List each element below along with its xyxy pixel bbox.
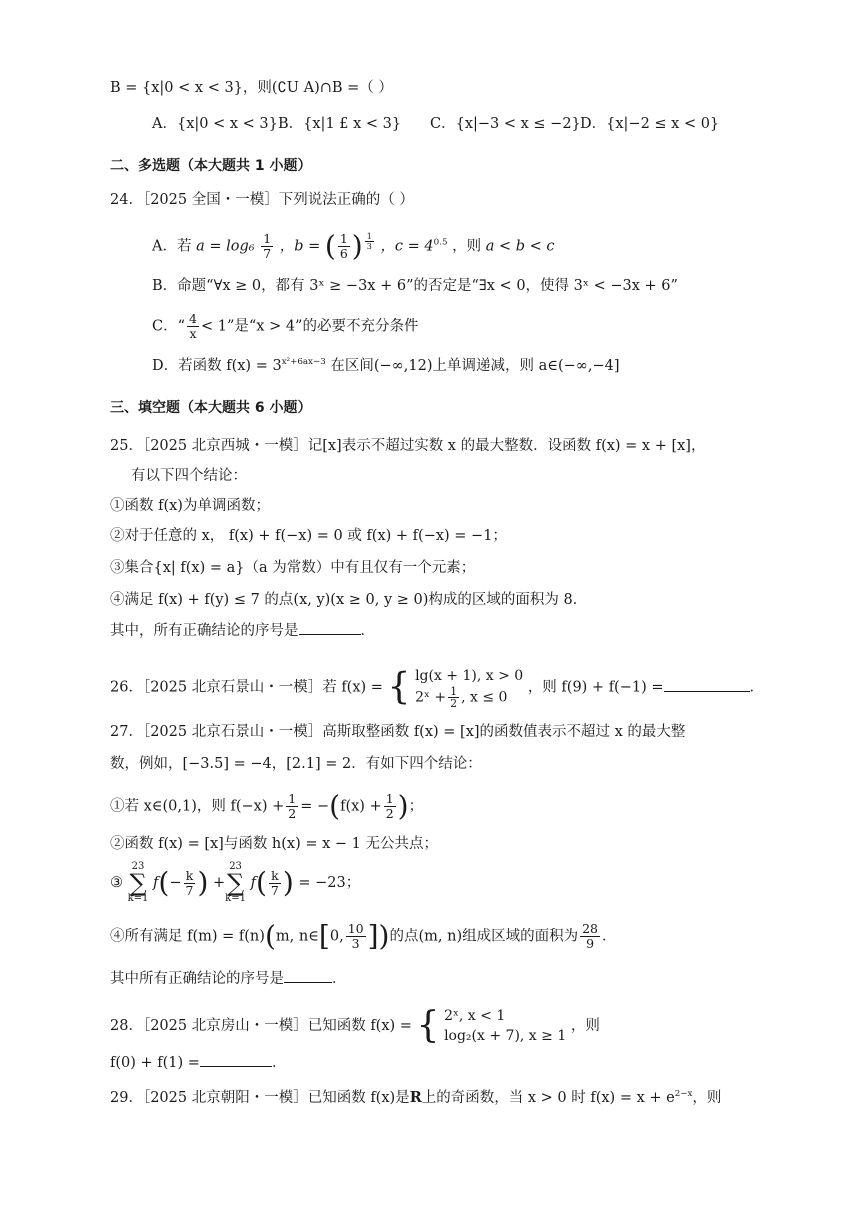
denominator: 3 xyxy=(351,936,360,951)
q25-ask xyxy=(110,620,375,641)
denominator: 2 xyxy=(385,806,394,821)
period: ． xyxy=(749,679,765,696)
paren-open: ( xyxy=(324,229,336,263)
q26-prefix: 26．［2025 北京石景山・一模］若 f(x) = xyxy=(110,679,383,696)
reals-symbol: R xyxy=(409,1088,422,1106)
fraction-k-7 xyxy=(269,869,281,898)
answer-blank[interactable] xyxy=(284,968,332,983)
paren-open: ( xyxy=(255,866,267,899)
numerator: 1 xyxy=(263,231,272,246)
summation-2 xyxy=(225,862,246,904)
q24-d-prefix: D．若函数 f(x) = 3 xyxy=(152,357,282,374)
summation-1 xyxy=(128,862,149,904)
numerator: 4 xyxy=(189,311,197,326)
q24-option-d xyxy=(152,352,620,376)
q24-a-expr-b: ，b = xyxy=(279,238,321,255)
denominator: 7 xyxy=(263,246,272,261)
piece-1: 2ˣ, x < 1 xyxy=(444,1008,506,1024)
fraction-28-9 xyxy=(580,922,600,951)
q26-post: ，则 f(9) + f(−1) = xyxy=(527,679,664,696)
bracket-open: [ xyxy=(318,919,330,953)
q27-conclusion-2: ②函数 f(x) = [x]与函数 h(x) = x − 1 无公共点； xyxy=(110,836,439,852)
piece-2 xyxy=(415,686,523,709)
q24-a-expr-c: ，c = 4 xyxy=(380,238,434,255)
numerator: 1 xyxy=(339,231,348,246)
fraction-1-2 xyxy=(286,792,298,821)
q24-a-prefix: A．若 xyxy=(152,238,192,255)
sigma-icon: ∑ xyxy=(226,869,245,897)
q27-conclusion-1 xyxy=(110,789,424,823)
numerator: 1 xyxy=(385,791,394,806)
c1-inner: f(x) + xyxy=(340,798,382,815)
q29-mid: 上的奇函数，当 x > 0 时 f(x) = x + e xyxy=(421,1089,675,1106)
q28 xyxy=(110,1006,600,1046)
sum-upper: 23 xyxy=(229,861,242,872)
period: ． xyxy=(271,1055,287,1071)
q27-ask-text: 其中所有正确结论的序号是 xyxy=(110,971,284,987)
piece-2-a: 2ˣ + xyxy=(415,689,447,706)
fraction-1-2 xyxy=(384,792,396,821)
denominator: 7 xyxy=(270,882,279,898)
exponent: 0.5 xyxy=(433,237,448,248)
paren-close: ) xyxy=(282,866,294,899)
q24-option-a xyxy=(152,229,555,263)
denominator: 3 xyxy=(366,242,372,251)
q27-conclusion-4 xyxy=(110,919,617,953)
piece-2: log₂(x + 7), x ≥ 1 xyxy=(444,1028,567,1044)
q23-option-c: C．{x|−3 < x ≤ −2} xyxy=(430,116,581,132)
fraction-1-2 xyxy=(448,686,459,709)
answer-blank[interactable] xyxy=(299,620,361,635)
q29 xyxy=(110,1084,721,1108)
q25-conclusion-1: ①函数 f(x)为单调函数； xyxy=(110,498,270,514)
q27-conclusion-3: ③ 23 ∑ k=1 f(− $\frac{k}{7}$ ) +23 ∑ k=1 f( $\frac{k}{7}$ ) = −23； xyxy=(110,861,361,904)
q24-a-expr-a: a = log₆ xyxy=(196,238,255,255)
q24-c-text: < 1”是“x > 4”的必要不充分条件 xyxy=(200,318,419,335)
paren-close: ) xyxy=(197,866,209,899)
q23-stem: B = {x|0 < x < 3}，则(∁U A)∩B =（ ） xyxy=(110,80,393,96)
q25-line1: 25．［2025 北京西城・一模］记[x]表示不超过实数 x 的最大整数．设函数 f(x) = x + [x]， xyxy=(110,438,706,454)
answer-blank[interactable] xyxy=(200,1052,272,1067)
q24-c-prefix: C．“ xyxy=(152,318,186,335)
q27-ask xyxy=(110,968,347,989)
piece-2-b: , x ≤ 0 xyxy=(461,689,508,706)
fraction-10-3 xyxy=(346,922,366,951)
c1-end: ； xyxy=(408,798,424,815)
c4-mid: m, n∈ xyxy=(275,928,319,945)
fraction-1-7 xyxy=(261,232,273,261)
c4-interval: 0, xyxy=(329,928,344,945)
q27-line2: 数，例如，[−3.5] = −4，[2.1] = 2．有如下四个结论： xyxy=(110,756,482,772)
section-title-fill-in: 三、填空题（本大题共 6 小题） xyxy=(110,400,312,416)
denominator: 9 xyxy=(586,936,595,951)
numerator: k xyxy=(184,869,196,884)
exponent: 2−x xyxy=(674,1089,693,1099)
c3-end: = −23； xyxy=(298,875,361,891)
period: ． xyxy=(332,971,347,987)
q23-option-d: D．{x|−2 ≤ x < 0} xyxy=(580,116,720,132)
piece-1: lg(x + 1), x > 0 xyxy=(415,668,524,684)
q28-expr: f(0) + f(1) = xyxy=(110,1055,200,1071)
c4-end: ． xyxy=(602,928,617,945)
sum-lower: k=1 xyxy=(127,893,149,904)
c3-prefix: ③ xyxy=(110,875,123,891)
piecewise-function xyxy=(415,666,523,709)
numerator: 28 xyxy=(582,921,599,936)
c4-prefix: ④所有满足 f(m) = f(n) xyxy=(110,928,265,945)
q29-prefix: 29．［2025 北京朝阳・一模］已知函数 f(x)是 xyxy=(110,1089,410,1106)
sigma-icon: ∑ xyxy=(129,869,147,897)
q28-prefix: 28．［2025 北京房山・一模］已知函数 f(x) = xyxy=(110,1018,412,1034)
exponent-fraction-1-3 xyxy=(365,232,374,251)
paren-close: ) xyxy=(378,919,390,953)
numerator: 1 xyxy=(366,232,372,241)
q23-option-a: A．{x|0 < x < 3} xyxy=(152,116,278,132)
f: f xyxy=(153,875,159,891)
fraction-k-7 xyxy=(184,869,196,898)
q25-conclusion-3: ③集合{x| f(x) = a}（a 为常数）中有且仅有一个元素； xyxy=(110,560,476,576)
fraction-1-6 xyxy=(338,232,350,261)
section-title-multiple-choice: 二、多选题（本大题共 1 小题） xyxy=(110,158,312,174)
denominator: 2 xyxy=(288,806,297,821)
q29-post: ，则 xyxy=(692,1089,722,1106)
q25-conclusion-4: ④满足 f(x) + f(y) ≤ 7 的点(x, y)(x ≥ 0, y ≥ 0)构成的区域的面积为 8． xyxy=(110,592,588,608)
sum-upper: 23 xyxy=(131,861,145,872)
left-brace: { xyxy=(416,1005,440,1046)
paren-close: ) xyxy=(397,789,409,823)
paren-open: ( xyxy=(329,789,341,823)
numerator: 1 xyxy=(288,791,297,806)
q26 xyxy=(110,666,764,709)
q25-line2: 有以下四个结论： xyxy=(131,468,247,484)
q27-line1: 27．［2025 北京石景山・一模］高斯取整函数 f(x) = [x]的函数值表示不超过 x 的最大整 xyxy=(110,724,686,740)
q24-option-b: B．命题“∀x ≥ 0，都有 3ˣ ≥ −3x + 6”的否定是“∃x < 0，使得 3ˣ < −3x + 6” xyxy=(152,278,678,294)
denominator: 2 xyxy=(450,697,458,710)
numerator: 1 xyxy=(450,685,458,698)
q25-conclusion-2: ②对于任意的 x， f(x) + f(−x) = 0 或 f(x) + f(−x) = −1； xyxy=(110,528,507,544)
numerator: k xyxy=(269,869,281,884)
paren-open: ( xyxy=(264,919,276,953)
fraction-4-x xyxy=(187,312,199,341)
answer-blank[interactable] xyxy=(664,677,750,692)
denominator: 6 xyxy=(339,246,348,261)
paren-open: ( xyxy=(158,866,170,899)
q24-a-then: ，则 xyxy=(452,238,482,255)
q24-a-conclusion: a < b < c xyxy=(485,238,555,255)
q24-option-c xyxy=(152,312,418,341)
q24-stem: 24．［2025 全国・一模］下列说法正确的（ ） xyxy=(110,192,414,208)
denominator: 7 xyxy=(185,882,194,898)
bracket-close: ] xyxy=(367,919,379,953)
q25-ask-text: 其中，所有正确结论的序号是 xyxy=(110,623,299,639)
c1-prefix: ①若 x∈(0,1)，则 f(−x) + xyxy=(110,798,285,815)
q23-option-b: B．{x|1 £ x < 3} xyxy=(278,116,402,132)
c1-eq: = − xyxy=(300,798,330,815)
c4-post: 的点(m, n)组成区域的面积为 xyxy=(389,928,579,945)
q28-line2 xyxy=(110,1052,286,1073)
sum-lower: k=1 xyxy=(225,893,246,904)
q24-d-text: 在区间(−∞,12)上单调递减，则 a∈(−∞,−4] xyxy=(330,357,620,374)
period: ． xyxy=(360,623,375,639)
q28-post: ，则 xyxy=(570,1018,600,1034)
f: f xyxy=(250,875,256,891)
exponent: x²+6ax−3 xyxy=(281,357,326,367)
numerator: 10 xyxy=(347,921,364,936)
left-brace: { xyxy=(387,666,411,708)
denominator: x xyxy=(189,326,197,341)
piecewise-function xyxy=(444,1006,566,1046)
paren-close: ) xyxy=(351,229,363,263)
